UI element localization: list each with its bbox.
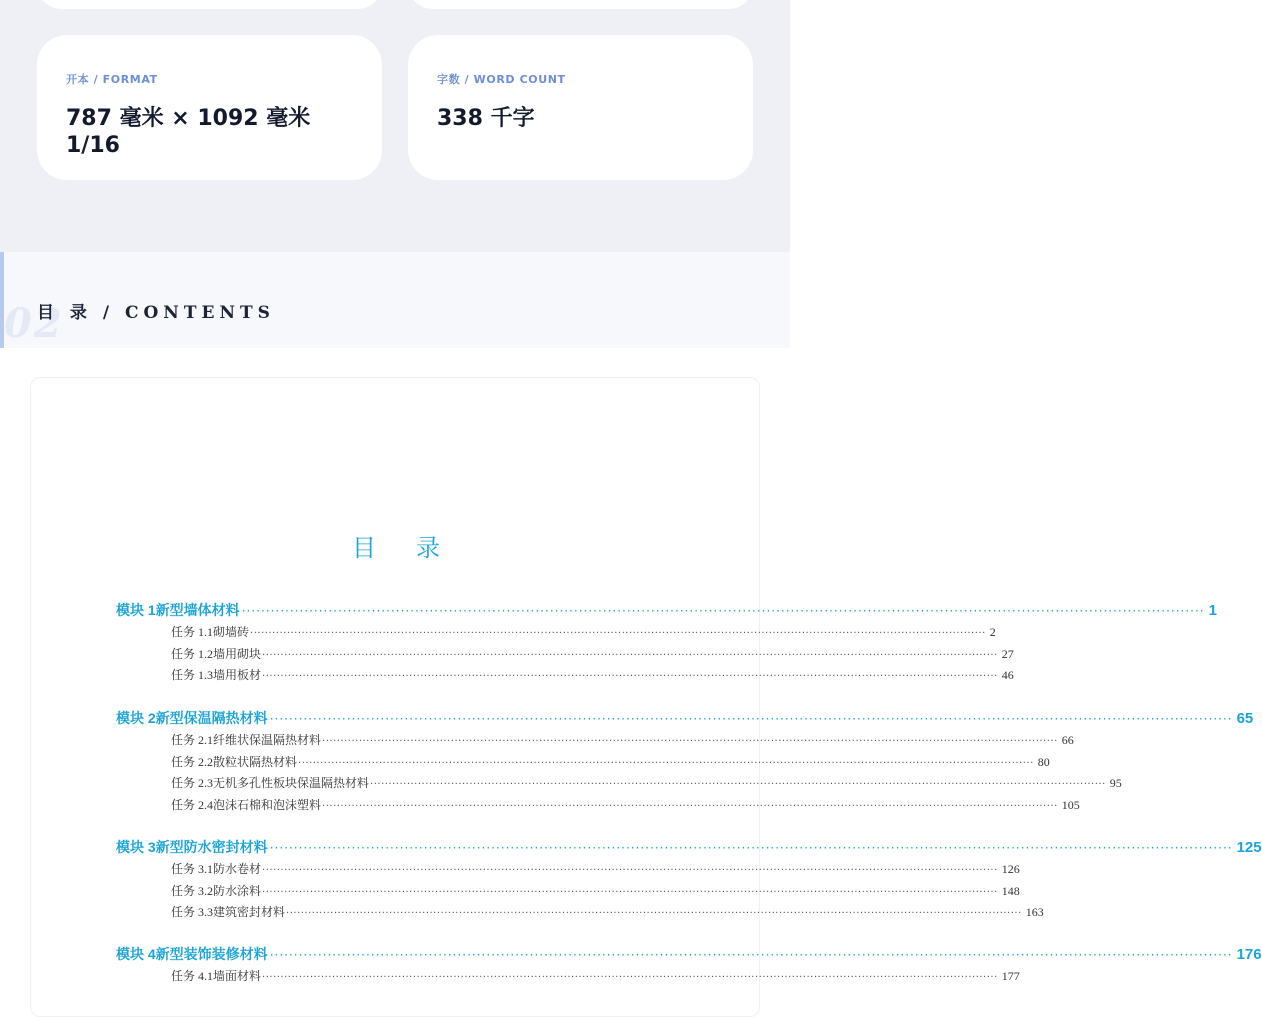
task-page-number: 95 xyxy=(1109,776,1122,790)
module-label: 模块 1 xyxy=(116,602,156,618)
module-page-number: 176 xyxy=(1236,946,1262,963)
task-page-number: 105 xyxy=(1061,797,1080,812)
task-page-number: 163 xyxy=(1025,905,1044,919)
toc-module-entry xyxy=(116,708,1254,728)
toc-module-entry xyxy=(116,944,1262,964)
task-title: 散粒状隔热材料 xyxy=(213,754,298,769)
task-label: 任务 3.2 xyxy=(171,883,214,898)
leader-dots: ········································································································································································································ xyxy=(250,628,986,639)
task-label: 任务 1.2 xyxy=(171,646,214,661)
book-info-band xyxy=(0,0,790,252)
leader-dots: ········································································································································································································ xyxy=(269,948,1233,962)
task-label: 任务 2.1 xyxy=(171,733,214,747)
module-title: 新型防水密封材料 xyxy=(155,839,268,855)
task-title: 纤维状保温隔热材料 xyxy=(213,733,322,747)
word-count-label: 字数 / WORD COUNT xyxy=(437,73,566,86)
module-page-number: 125 xyxy=(1236,839,1262,856)
module-page-number: 65 xyxy=(1236,710,1254,727)
task-page-number: 27 xyxy=(1001,646,1014,661)
task-page-number: 2 xyxy=(989,625,996,639)
task-page-number: 126 xyxy=(1001,862,1020,876)
toc-title: 目录 xyxy=(352,534,480,562)
task-label: 任务 3.1 xyxy=(171,862,214,876)
format-card xyxy=(37,35,382,180)
module-title: 新型墙体材料 xyxy=(155,602,240,618)
task-label: 任务 2.3 xyxy=(171,776,214,790)
module-label: 模块 2 xyxy=(116,710,156,726)
format-label: 开本 / FORMAT xyxy=(66,73,158,86)
word-count-card xyxy=(408,35,753,180)
task-title: 墙用砌块 xyxy=(213,646,262,661)
task-title: 墙面材料 xyxy=(213,969,262,983)
leader-dots: ········································································································································································································ xyxy=(262,671,998,682)
leader-dots: ········································································································································································································ xyxy=(262,649,998,661)
leader-dots: ········································································································································································································ xyxy=(262,886,998,898)
module-label: 模块 4 xyxy=(116,946,156,962)
task-title: 防水卷材 xyxy=(213,862,262,876)
toc-task-entry xyxy=(171,774,1122,792)
task-label: 任务 1.1 xyxy=(171,625,214,639)
task-title: 泡沫石棉和泡沫塑料 xyxy=(213,797,322,812)
toc-task-entry xyxy=(171,860,1020,878)
task-page-number: 148 xyxy=(1001,883,1020,898)
module-title: 新型装饰装修材料 xyxy=(155,946,268,962)
task-label: 任务 2.4 xyxy=(171,797,214,812)
toc-task-entry xyxy=(171,731,1074,749)
leader-dots: ········································································································································································································ xyxy=(262,865,998,876)
contents-section-header xyxy=(0,252,790,348)
module-page-number: 1 xyxy=(1208,602,1217,619)
toc-task-entry xyxy=(171,666,1014,684)
leader-dots: ········································································································································································································ xyxy=(370,779,1106,790)
leader-dots: ········································································································································································································ xyxy=(322,800,1058,812)
info-card-partial xyxy=(408,0,753,9)
task-page-number: 46 xyxy=(1001,668,1014,682)
leader-dots: ········································································································································································································ xyxy=(269,841,1233,855)
leader-dots: ········································································································································································································ xyxy=(269,712,1233,726)
task-title: 防水涂料 xyxy=(213,883,262,898)
task-label: 任务 1.3 xyxy=(171,668,214,682)
toc-task-entry xyxy=(171,796,1080,814)
leader-dots: ········································································································································································································ xyxy=(241,604,1205,618)
section-title: 目 录 / CONTENTS xyxy=(37,303,275,323)
toc-task-entry xyxy=(171,623,996,641)
leader-dots: ········································································································································································································ xyxy=(262,972,998,983)
task-label: 任务 4.1 xyxy=(171,969,214,983)
task-page-number: 177 xyxy=(1001,969,1020,983)
task-label: 任务 3.3 xyxy=(171,905,214,919)
module-title: 新型保温隔热材料 xyxy=(155,710,268,726)
task-title: 建筑密封材料 xyxy=(213,905,286,919)
task-title: 无机多孔性板块保温隔热材料 xyxy=(213,776,370,790)
toc-task-entry xyxy=(171,645,1014,663)
toc-module-entry xyxy=(116,837,1262,857)
word-count-value: 338 千字 xyxy=(437,106,535,131)
task-label: 任务 2.2 xyxy=(171,754,214,769)
task-page-number: 80 xyxy=(1037,754,1050,769)
task-title: 砌墙砖 xyxy=(213,625,250,639)
leader-dots: ········································································································································································································ xyxy=(286,908,1022,919)
toc-task-entry xyxy=(171,903,1044,921)
format-value: 787 毫米 × 1092 毫米 1/16 xyxy=(66,106,311,158)
task-page-number: 66 xyxy=(1061,733,1074,747)
toc-task-entry xyxy=(171,967,1020,985)
leader-dots: ········································································································································································································ xyxy=(322,736,1058,747)
info-card-partial xyxy=(37,0,382,9)
toc-page-image xyxy=(30,377,1262,1017)
section-number: 02 xyxy=(4,300,64,347)
module-label: 模块 3 xyxy=(116,839,156,855)
leader-dots: ········································································································································································································ xyxy=(298,757,1034,769)
toc-module-entry xyxy=(116,600,1217,620)
toc-task-entry xyxy=(171,753,1050,771)
toc-task-entry xyxy=(171,882,1020,900)
task-title: 墙用板材 xyxy=(213,668,262,682)
